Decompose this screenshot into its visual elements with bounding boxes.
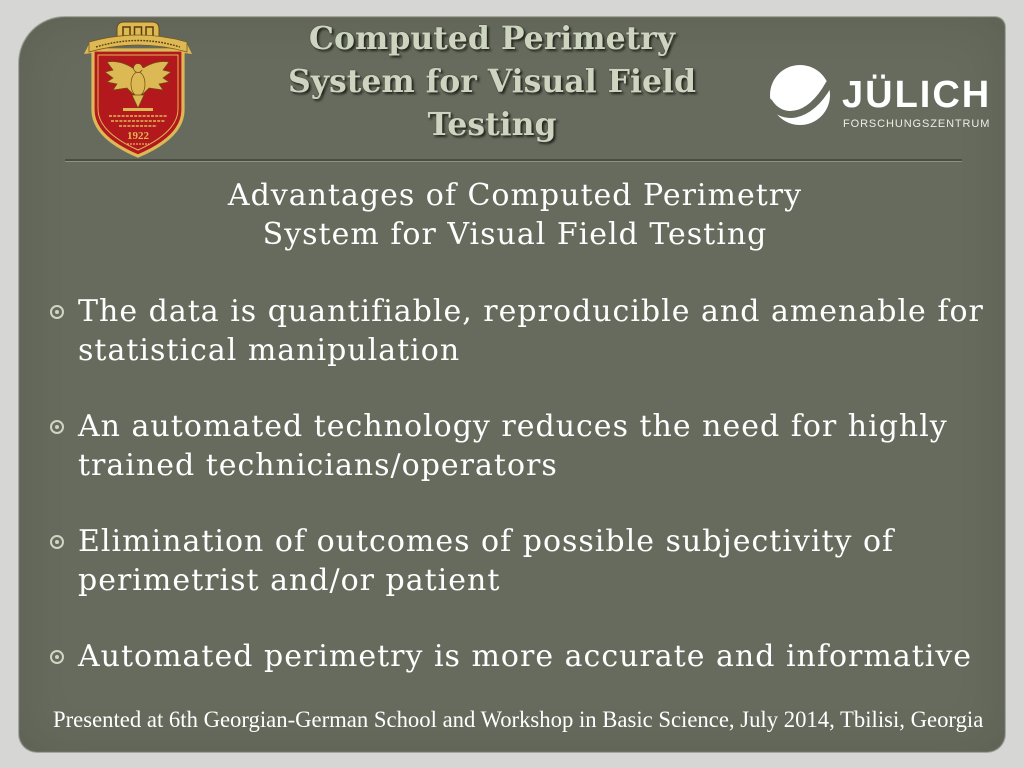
juelich-wordmark: JÜLICH	[842, 74, 992, 116]
slide-subheading	[115, 176, 915, 254]
seal-year: 1922	[127, 130, 149, 142]
bullet-item	[0, 522, 1024, 600]
bullet-text-line: perimetrist and/or patient	[78, 563, 501, 598]
slide-title	[232, 17, 752, 146]
juelich-swoosh-icon	[766, 64, 834, 126]
title-line: Computed Perimetry	[308, 20, 676, 57]
title-line: Testing	[427, 106, 557, 143]
bullet-item	[0, 637, 1024, 676]
circled-dot-icon	[50, 535, 64, 549]
subheading-line: Advantages of Computed Perimetry	[227, 178, 803, 213]
subheading-line: System for Visual Field Testing	[262, 217, 768, 252]
bullet-item	[0, 407, 1024, 485]
bullet-text-line: statistical manipulation	[78, 333, 461, 368]
bullet-text-line: trained technicians/operators	[78, 448, 558, 483]
bullet-text-line: Automated perimetry is more accurate and informative	[78, 639, 973, 674]
footer-credit: Presented at 6th Georgian-German School and Workshop in Basic Science, July 2014, Tbilisi, Georgia	[53, 707, 984, 732]
bullet-text-line: The data is quantifiable, reproducible and amenable for	[78, 294, 984, 329]
title-line: System for Visual Field	[288, 63, 696, 100]
juelich-subtitle: FORSCHUNGSZENTRUM	[843, 118, 991, 130]
bullet-text-line: An automated technology reduces the need for highly	[78, 409, 948, 444]
circled-dot-icon	[50, 305, 64, 319]
circled-dot-icon	[50, 420, 64, 434]
bullet-text-line: Elimination of outcomes of possible subjectivity of	[78, 524, 895, 559]
university-logo	[83, 20, 193, 160]
title-divider	[65, 159, 962, 162]
university-seal-icon	[83, 20, 193, 160]
bullet-list	[0, 292, 1024, 713]
circled-dot-icon	[50, 650, 64, 664]
bullet-item	[0, 292, 1024, 370]
juelich-logo	[766, 64, 834, 126]
